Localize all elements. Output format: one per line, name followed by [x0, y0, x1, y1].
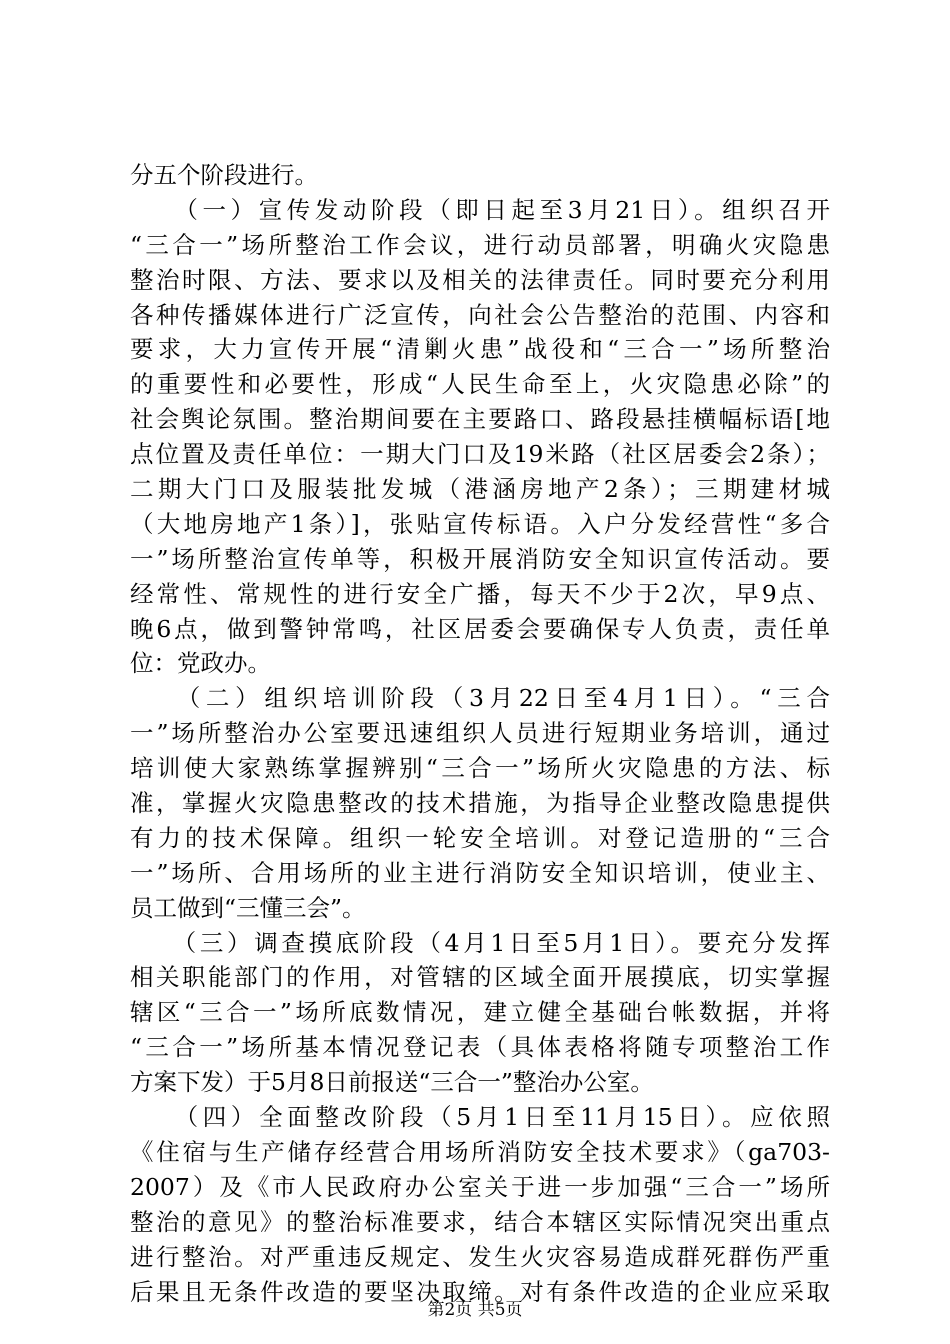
text-line: （一）宣传发动阶段（即日起至3月21日）。组织召开: [130, 195, 830, 224]
text-line: 要求，大力宣传开展“清剿火患”战役和“三合一”场所整治: [130, 335, 830, 364]
text-line: （四）全面整改阶段（5月1日至11月15日）。应依照: [130, 1103, 830, 1132]
text-line: 位：党政办。: [130, 649, 271, 678]
text-line: 后果且无条件改造的要坚决取缔。对有条件改造的企业应采取: [130, 1277, 830, 1306]
text-line: 有力的技术保障。组织一轮安全培训。对登记造册的“三合: [130, 823, 830, 852]
page-footer: 第2页 共5页: [427, 1300, 523, 1320]
text-line: 点位置及责任单位：一期大门口及19米路（社区居委会2条）；: [130, 440, 830, 469]
text-line: 进行整治。对严重违反规定、发生火灾容易造成群死群伤严重: [130, 1242, 830, 1271]
text-line: 员工做到“三懂三会”。: [130, 893, 366, 922]
text-line: 整治时限、方法、要求以及相关的法律责任。同时要充分利用: [130, 265, 830, 294]
text-line: 2007）及《市人民政府办公室关于进一步加强“三合一”场所: [130, 1172, 830, 1201]
text-line: 培训使大家熟练掌握辨别“三合一”场所火灾隐患的方法、标: [130, 754, 830, 783]
text-line: 的重要性和必要性，形成“人民生命至上，火灾隐患必除”的: [130, 370, 830, 399]
text-line: 一”场所、合用场所的业主进行消防安全知识培训，使业主、: [130, 858, 830, 887]
text-line: 晚6点，做到警钟常鸣，社区居委会要确保专人负责，责任单: [130, 614, 830, 643]
text-line: 各种传播媒体进行广泛宣传，向社会公告整治的范围、内容和: [130, 300, 830, 329]
text-line: 分五个阶段进行。: [130, 161, 318, 189]
text-line: 方案下发）于5月8日前报送“三合一”整治办公室。: [130, 1068, 654, 1097]
text-line: “三合一”场所基本情况登记表（具体表格将随专项整治工作: [130, 1033, 830, 1062]
text-line: 一”场所整治宣传单等，积极开展消防安全知识宣传活动。要: [130, 544, 830, 573]
text-line: 准，掌握火灾隐患整改的技术措施，为指导企业整改隐患提供: [130, 789, 830, 818]
text-line: （二）组织培训阶段（3月22日至4月1日）。“三合: [130, 684, 830, 713]
document-body: [130, 158, 830, 1309]
text-line: 经常性、常规性的进行安全广播，每天不少于2次，早9点、: [130, 579, 830, 608]
text-line: “三合一”场所整治工作会议，进行动员部署，明确火灾隐患: [130, 230, 830, 259]
text-line: 社会舆论氛围。整治期间要在主要路口、路段悬挂横幅标语[地: [130, 405, 830, 434]
text-line: 《住宿与生产储存经营合用场所消防安全技术要求》（ga703-: [130, 1137, 830, 1166]
text-line: 一”场所整治办公室要迅速组织人员进行短期业务培训，通过: [130, 719, 830, 748]
text-line: 相关职能部门的作用，对管辖的区域全面开展摸底，切实掌握: [130, 963, 830, 992]
text-line: （大地房地产1条）]，张贴宣传标语。入户分发经营性“多合: [130, 509, 830, 538]
text-line: 整治的意见》的整治标准要求，结合本辖区实际情况突出重点: [130, 1207, 830, 1236]
text-line: （三）调查摸底阶段（4月1日至5月1日）。要充分发挥: [130, 928, 830, 957]
text-line: 二期大门口及服装批发城（港涵房地产2条）；三期建材城: [130, 475, 830, 504]
text-line: 辖区“三合一”场所底数情况，建立健全基础台帐数据，并将: [130, 998, 830, 1027]
